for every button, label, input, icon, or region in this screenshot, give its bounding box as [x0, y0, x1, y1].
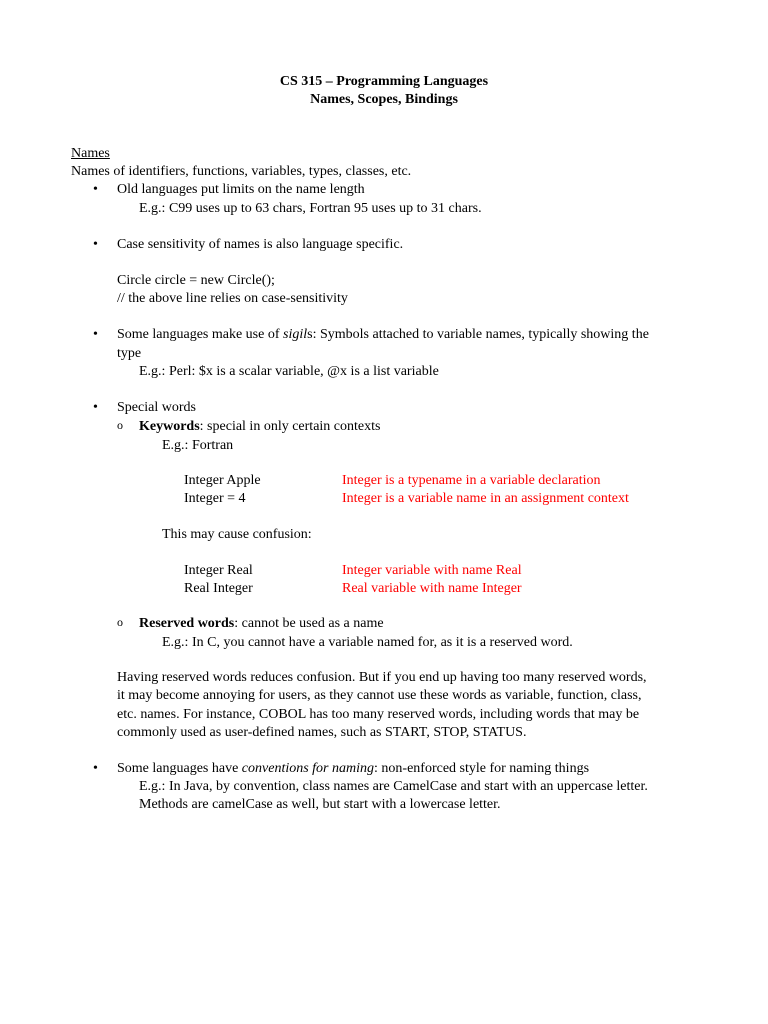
example-reserved-c: E.g.: In C, you cannot have a variable named for, as it is a reserved word. [162, 635, 573, 650]
example-name-length: E.g.: C99 uses up to 63 chars, Fortran 95 uses up to 31 chars. [139, 201, 482, 216]
code-real-integer: Real Integer [184, 581, 253, 596]
annotation-assignment: Integer is a variable name in an assignment context [342, 491, 629, 506]
confusion-text: This may cause confusion: [162, 527, 312, 542]
example-java-methods: Methods are camelCase as well, but start with a lowercase letter. [139, 797, 501, 812]
page-subtitle: Names, Scopes, Bindings [310, 92, 458, 107]
sub-bullet-marker: o [117, 615, 123, 629]
sigil-term: sigil [283, 327, 308, 342]
paragraph-line: it may become annoying for users, as they cannot use these words as variable, function, class, [117, 688, 642, 703]
bullet-naming-conventions: Some languages have conventions for naming: non-enforced style for naming things [117, 761, 590, 776]
bullet-marker: • [93, 327, 98, 342]
code-integer-real: Integer Real [184, 563, 253, 578]
annotation-typename: Integer is a typename in a variable declaration [342, 473, 601, 488]
bullet-special-words: Special words [117, 400, 196, 415]
bullet-marker: • [93, 761, 98, 776]
bullet-marker: • [93, 182, 98, 197]
sub-bullet-reserved-words: Reserved words: cannot be used as a name [139, 616, 384, 631]
paragraph-line: commonly used as user-defined names, such as START, STOP, STATUS. [117, 725, 527, 740]
code-integer-apple: Integer Apple [184, 473, 261, 488]
intro-text: Names of identifiers, functions, variables, types, classes, etc. [71, 164, 412, 179]
bullet-case-sensitivity: Case sensitivity of names is also language specific. [117, 237, 404, 252]
bullet-sigils: Some languages make use of sigils: Symbols attached to variable names, typically showing the [117, 327, 649, 342]
sub-bullet-marker: o [117, 418, 123, 432]
annotation-real-var: Real variable with name Integer [342, 581, 522, 596]
section-heading: Names [71, 146, 110, 161]
page-title: CS 315 – Programming Languages [279, 74, 489, 89]
conventions-term: conventions for naming [241, 761, 375, 776]
paragraph-line: Having reserved words reduces confusion. But if you end up having too many reserved words, [117, 670, 647, 685]
code-comment: // the above line relies on case-sensitivity [117, 291, 348, 306]
code-example-circle: Circle circle = new Circle(); [117, 273, 275, 288]
keywords-term: Keywords [139, 419, 200, 434]
paragraph-line: etc. names. For instance, COBOL has too many reserved words, including words that may be [117, 707, 640, 722]
example-java-classes: E.g.: In Java, by convention, class names are CamelCase and start with an uppercase letter. [139, 779, 648, 794]
example-fortran: E.g.: Fortran [162, 438, 234, 453]
example-perl: E.g.: Perl: $x is a scalar variable, @x is a list variable [139, 364, 439, 379]
code-integer-assign: Integer = 4 [184, 491, 246, 506]
bullet-sigils-cont: type [117, 346, 142, 361]
bullet-marker: • [93, 400, 98, 415]
reserved-words-term: Reserved words [139, 616, 235, 631]
annotation-integer-var: Integer variable with name Real [342, 563, 522, 578]
bullet-marker: • [93, 237, 98, 252]
bullet-name-length: Old languages put limits on the name length [117, 182, 365, 197]
sub-bullet-keywords: Keywords: special in only certain contexts [139, 419, 381, 434]
